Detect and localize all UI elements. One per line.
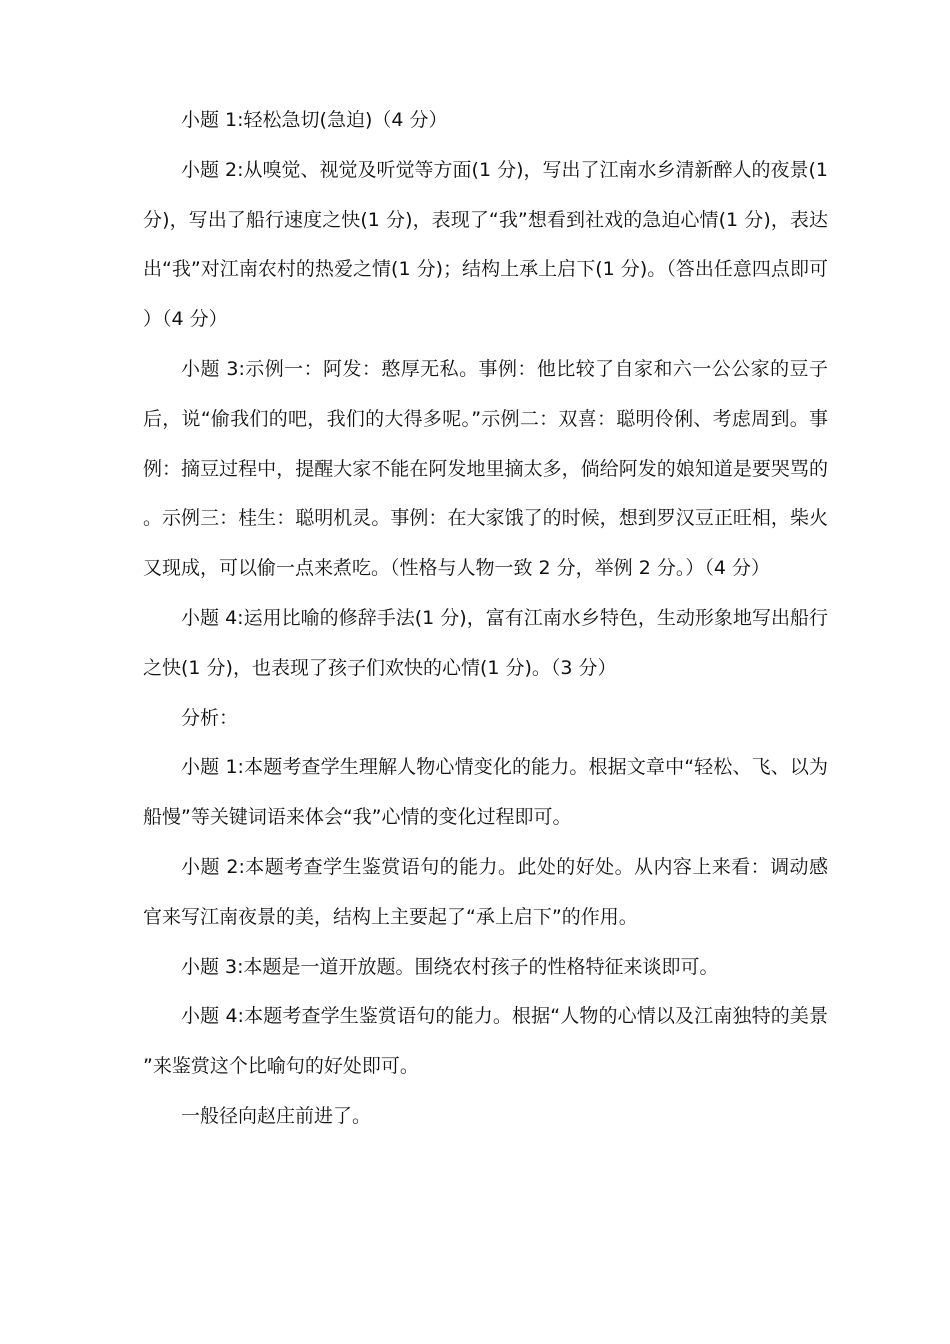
closing-line: 一般径向赵庄前进了。 [181,1104,372,1127]
analysis-heading: 分析： [181,706,239,729]
document-body [143,96,828,1142]
analysis-4: 小题 4:本题考查学生鉴赏语句的能力。根据“人物的心情以及江南独特的美景”来鉴赏这个比喻句的好处即可。 [143,1005,828,1078]
answer-4: 小题 4:运用比喻的修辞手法(1 分)，富有江南水乡特色，生动形象地写出船行之快(1 分)，也表现了孩子们欢快的心情(1 分)。（3 分） [143,606,828,679]
answer-1: 小题 1:轻松急切(急迫)（4 分） [181,109,448,131]
answer-2: 小题 2:从嗅觉、视觉及听觉等方面(1 分)，写出了江南水乡清新醉人的夜景(1 分)，写出了船行速度之快(1 分)，表现了“我”想看到社戏的急迫心情(1 分)，表达出“我”对江南农村的热爱之情(1 分)；结构上承上启下(1 分)。（答出任意四点即可）（4 分） [143,158,828,331]
answer-3: 小题 3:示例一：阿发：憨厚无私。事例：他比较了自家和六一公公家的豆子后，说“偷我们的吧，我们的大得多呢。”示例二：双喜：聪明伶俐、考虑周到。事例：摘豆过程中，提醒大家不能在阿发地里摘太多，倘给阿发的娘知道是要哭骂的。示例三：桂生：聪明机灵。事例：在大家饿了的时候，想到罗汉豆正旺相，柴火又现成，可以偷一点来煮吃。（性格与人物一致 2 分，举例 2 分。）（4 分） [143,357,828,580]
analysis-3: 小题 3:本题是一道开放题。围绕农村孩子的性格特征来谈即可。 [181,955,719,978]
analysis-1: 小题 1:本题考查学生理解人物心情变化的能力。根据文章中“轻松、飞、以为船慢”等关键词语来体会“我”心情的变化过程即可。 [143,756,828,829]
analysis-2: 小题 2:本题考查学生鉴赏语句的能力。此处的好处。从内容上来看：调动感官来写江南夜景的美，结构上主要起了“承上启下”的作用。 [143,855,828,928]
